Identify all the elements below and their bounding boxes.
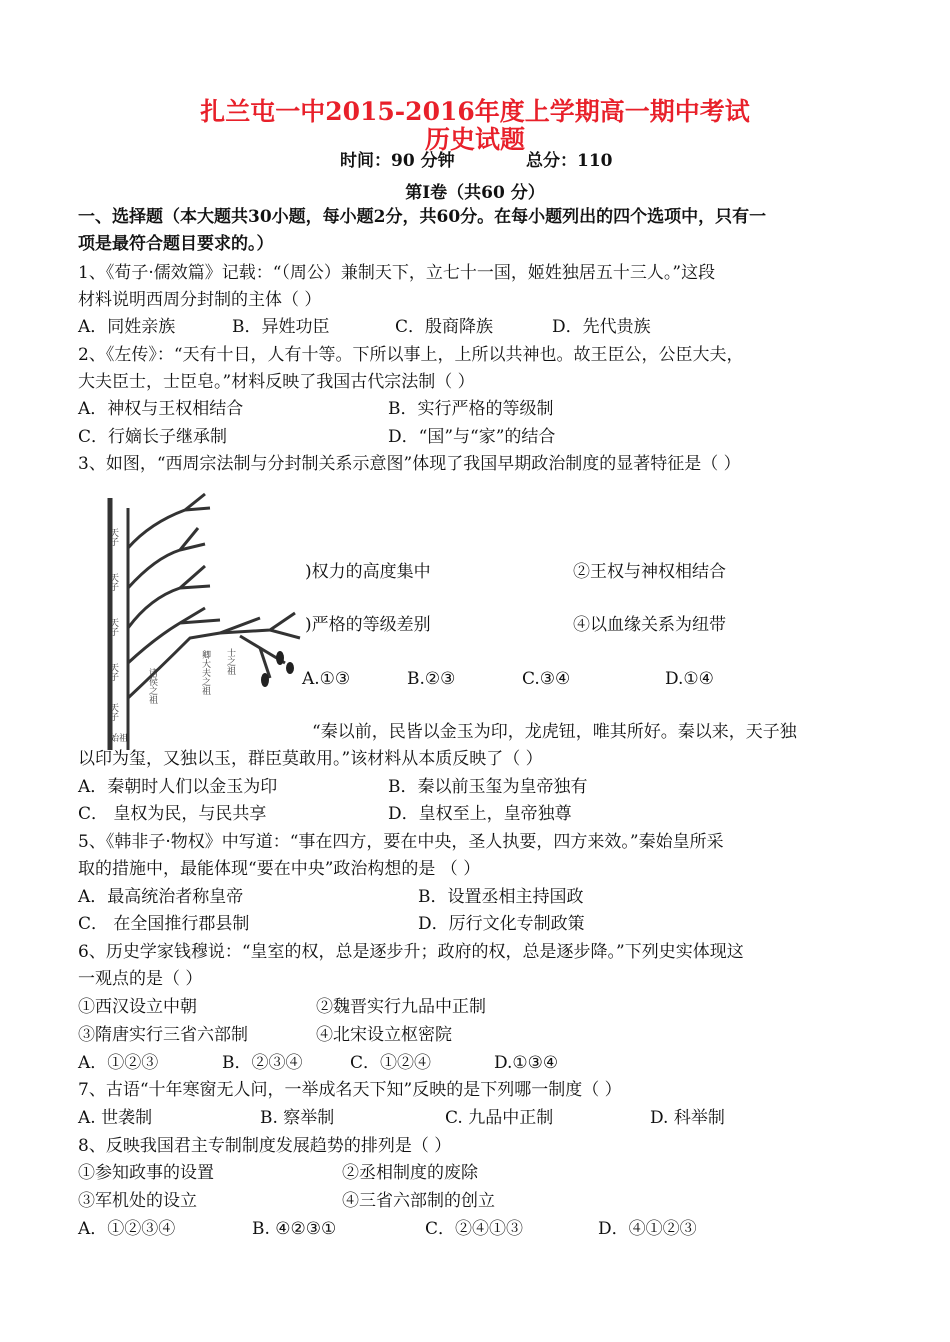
q2-option-a: A．神权与王权相结合 xyxy=(78,399,244,419)
q6-option-a: A．①②③ xyxy=(78,1053,159,1073)
exam-time: 时间：90 分钟 xyxy=(340,151,455,171)
q3-choice-4: ④以血缘关系为纽带 xyxy=(573,615,726,635)
q4-option-a: A．秦朝时人们以金玉为印 xyxy=(78,777,278,797)
section-instructions-cont: 项是最符合题目要求的。） xyxy=(78,234,274,254)
q7-option-a: A. 世袭制 xyxy=(78,1108,153,1128)
q8-choice-1: ①参知政事的设置 xyxy=(78,1163,214,1183)
q5-option-a: A．最高统治者称皇帝 xyxy=(78,887,244,907)
q3-choice-2: ②王权与神权相结合 xyxy=(573,562,726,582)
q1-stem: 1、《荀子·儒效篇》记载：“（周公）兼制天下，立七十一国，姬姓独居五十三人。”这段 xyxy=(78,263,716,283)
subject-title: 历史试题 xyxy=(424,125,525,154)
q3-option-a: A.①③ xyxy=(302,669,351,689)
q4-option-b: B．秦以前玉玺为皇帝独有 xyxy=(388,777,588,797)
fig-label-tianzi-2: 天子 xyxy=(108,573,118,591)
q7-option-d: D. 科举制 xyxy=(650,1108,725,1128)
q7-option-b: B. 察举制 xyxy=(260,1108,335,1128)
q7-stem: 7、古语“十年寒窗无人问，一举成名天下知”反映的是下列哪一制度（ ） xyxy=(78,1080,622,1100)
q6-option-c: C．①②④ xyxy=(350,1053,432,1073)
q8-choice-4: ④三省六部制的创立 xyxy=(342,1191,495,1211)
q4-option-c: C． 皇权为民，与民共享 xyxy=(78,804,267,824)
q6-choice-3: ③隋唐实行三省六部制 xyxy=(78,1025,248,1045)
fig-label-tianzi-5: 天子 xyxy=(108,703,118,721)
fig-label-dafu: 卿大夫之祖 xyxy=(200,650,210,695)
q2-option-b: B．实行严格的等级制 xyxy=(388,399,554,419)
q1-stem-cont: 材料说明西周分封制的主体（ ） xyxy=(78,290,322,310)
q4-option-d: D．皇权至上，皇帝独尊 xyxy=(388,804,572,824)
q6-choice-2: ②魏晋实行九品中正制 xyxy=(316,997,486,1017)
q3-choice-3: )严格的等级差别 xyxy=(305,615,431,635)
q5-option-d: D．厉行文化专制政策 xyxy=(418,914,585,934)
q7-option-c: C. 九品中正制 xyxy=(445,1108,554,1128)
q1-option-c: C．殷商降族 xyxy=(395,317,494,337)
volume-heading: 第Ⅰ卷（共60 分） xyxy=(405,183,545,203)
q6-choice-1: ①西汉设立中朝 xyxy=(78,997,197,1017)
q8-choice-2: ②丞相制度的废除 xyxy=(342,1163,478,1183)
q2-stem-cont: 大夫臣士，士臣皂。”材料反映了我国古代宗法制（ ） xyxy=(78,372,475,392)
fig-label-tianzi-4: 天子 xyxy=(108,663,118,681)
exam-title: 扎兰屯一中2015-2016年度上学期高一期中考试 xyxy=(200,97,750,126)
fig-label-tianzi-3: 天子 xyxy=(108,618,118,636)
zongfa-fenfeng-tree-diagram xyxy=(80,488,305,750)
q5-stem-cont: 取的措施中，最能体现“要在中央”政治构想的是 （ ） xyxy=(78,859,481,879)
q6-option-d: D.①③④ xyxy=(494,1053,559,1073)
q2-option-c: C．行嫡长子继承制 xyxy=(78,427,228,447)
q5-stem: 5、《韩非子·物权》中写道：“事在四方，要在中央，圣人执要，四方来效。”秦始皇所采 xyxy=(78,832,724,852)
q3-option-c: C.③④ xyxy=(522,669,571,689)
q1-option-a: A．同姓亲族 xyxy=(78,317,176,337)
q8-stem: 8、反映我国君主专制制度发展趋势的排列是（ ） xyxy=(78,1136,452,1156)
q4-stem: “秦以前，民皆以金玉为印，龙虎钮，唯其所好。秦以来，天子独 xyxy=(312,722,797,742)
q5-option-c: C． 在全国推行郡县制 xyxy=(78,914,250,934)
q3-stem: 3、如图，“西周宗法制与分封制关系示意图”体现了我国早期政治制度的显著特征是（ ） xyxy=(78,454,741,474)
exam-score: 总分：110 xyxy=(526,151,613,171)
q3-option-b: B.②③ xyxy=(407,669,456,689)
fig-label-tianzi-1: 天子 xyxy=(108,528,118,546)
q3-option-d: D.①④ xyxy=(665,669,714,689)
q8-choice-3: ③军机处的设立 xyxy=(78,1191,197,1211)
q6-choice-4: ④北宋设立枢密院 xyxy=(316,1025,452,1045)
q8-option-d: D．④①②③ xyxy=(598,1219,697,1239)
q2-option-d: D．“国”与“家”的结合 xyxy=(388,427,556,447)
section-instructions: 一、选择题（本大题共30小题，每小题2分，共60分。在每小题列出的四个选项中，只有一 xyxy=(78,207,767,227)
q4-stem-cont: 以印为玺，又独以玉，群臣莫敢用。”该材料从本质反映了（ ） xyxy=(78,749,543,769)
q8-option-a: A．①②③④ xyxy=(78,1219,176,1239)
q2-stem: 2、《左传》：“天有十日，人有十等。下所以事上，上所以共神也。故王臣公，公臣大夫， xyxy=(78,345,744,365)
q3-choice-1: )权力的高度集中 xyxy=(305,562,431,582)
fig-label-zhuhou: 诸侯之祖 xyxy=(147,668,157,704)
q5-option-b: B．设置丞相主持国政 xyxy=(418,887,584,907)
q8-option-c: C．②④①③ xyxy=(425,1219,524,1239)
q1-option-b: B．异姓功臣 xyxy=(232,317,330,337)
q8-option-b: B. ④②③① xyxy=(252,1219,337,1239)
fig-label-shi: 士之祖 xyxy=(225,648,235,675)
fig-label-shizu: 始祖 xyxy=(110,734,129,744)
q1-option-d: D．先代贵族 xyxy=(552,317,651,337)
q6-stem-cont: 一观点的是（ ） xyxy=(78,969,203,989)
q6-stem: 6、历史学家钱穆说：“皇室的权，总是逐步升；政府的权，总是逐步降。”下列史实体现这 xyxy=(78,942,744,962)
q6-option-b: B．②③④ xyxy=(222,1053,303,1073)
